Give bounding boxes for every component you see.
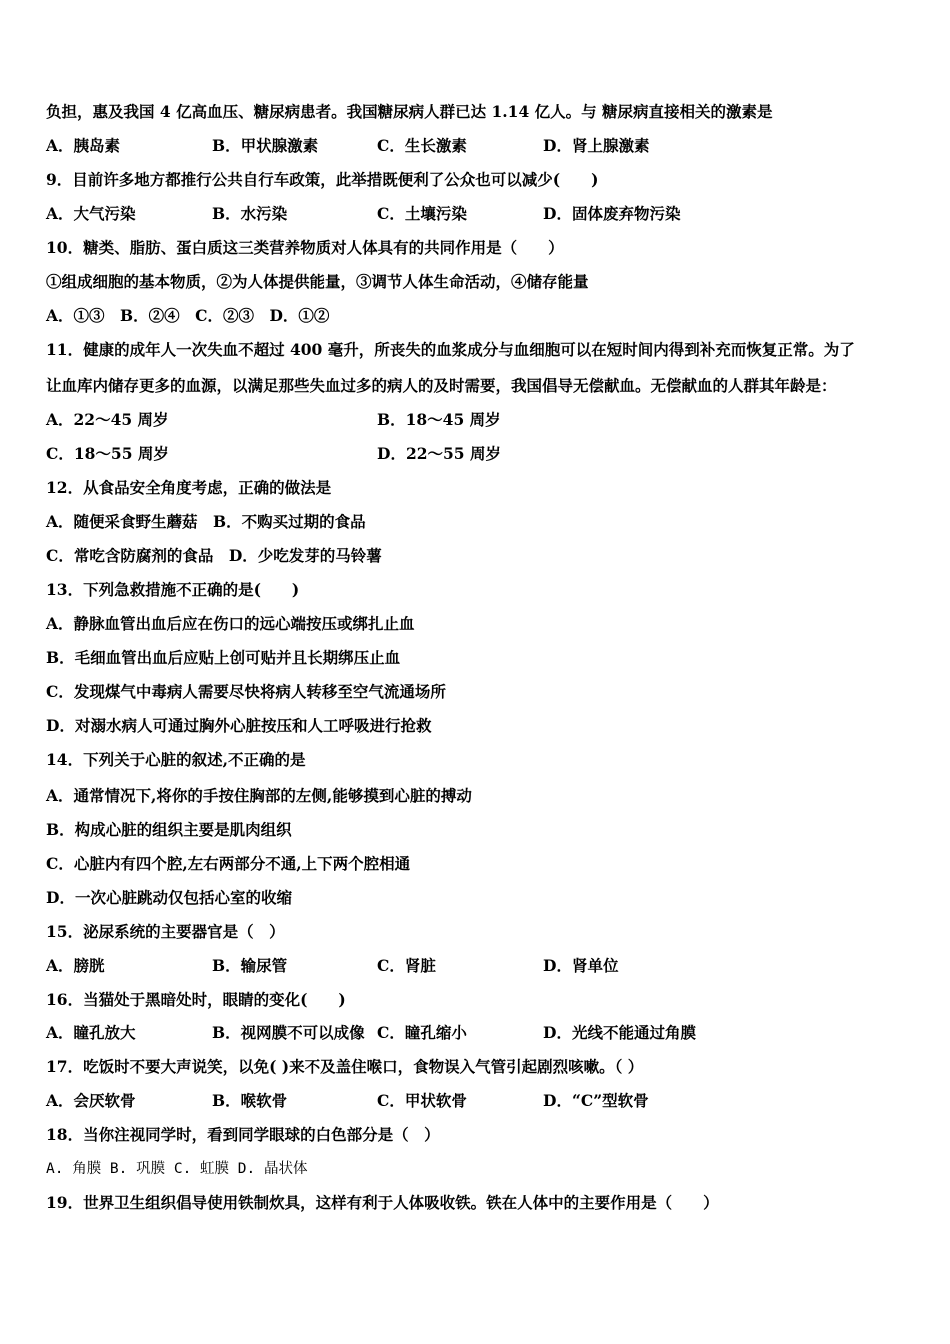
- q8-option-d: D．肾上腺激素: [543, 136, 650, 155]
- q19-stem: 19．世界卫生组织倡导使用铁制炊具，这样有利于人体吸收铁。铁在人体中的主要作用是（ ）: [46, 1193, 719, 1212]
- q9-option-a: A．大气污染: [46, 204, 136, 223]
- q8-option-a: A．胰岛素: [46, 136, 121, 155]
- q11-stem-line-1: 11．健康的成年人一次失血不超过 400 毫升，所丧失的血浆成分与血细胞可以在短时间内得到补充而恢复正常。为了: [46, 340, 855, 359]
- q11-option-d: D．22～55 周岁: [377, 444, 501, 463]
- q15-option-c: C．肾脏: [377, 956, 436, 975]
- q12-stem: 12．从食品安全角度考虑，正确的做法是: [46, 478, 332, 497]
- q17-option-a: A．会厌软骨: [46, 1091, 136, 1110]
- q10-options: A．①③ B．②④ C．②③ D．①②: [46, 306, 330, 325]
- q9-option-b: B．水污染: [212, 204, 288, 223]
- q17-option-c: C．甲状软骨: [377, 1091, 467, 1110]
- q17-option-d: D．“C”型软骨: [543, 1091, 649, 1110]
- q13-option-a: A．静脉血管出血后应在伤口的远心端按压或绑扎止血: [46, 614, 415, 633]
- q18-stem: 18．当你注视同学时，看到同学眼球的白色部分是（ ）: [46, 1125, 440, 1144]
- q9-stem: 9．目前许多地方都推行公共自行车政策，此举措既便利了公众也可以减少( ): [46, 170, 599, 189]
- q13-stem: 13．下列急救措施不正确的是( ): [46, 580, 300, 599]
- q16-option-b: B．视网膜不可以成像: [212, 1023, 365, 1042]
- q14-stem: 14．下列关于心脏的叙述,不正确的是: [46, 750, 306, 769]
- q15-stem: 15．泌尿系统的主要器官是（ ）: [46, 922, 285, 941]
- q11-option-b: B．18～45 周岁: [377, 410, 501, 429]
- q13-option-d: D．对溺水病人可通过胸外心脏按压和人工呼吸进行抢救: [46, 716, 432, 735]
- q16-option-d: D．光线不能通过角膜: [543, 1023, 696, 1042]
- q13-option-c: C．发现煤气中毒病人需要尽快将病人转移至空气流通场所: [46, 682, 446, 701]
- q18-options: A. 角膜 B. 巩膜 C. 虹膜 D. 晶状体: [46, 1161, 308, 1177]
- q16-stem: 16．当猫处于黑暗处时，眼睛的变化( ): [46, 990, 346, 1009]
- q11-option-a: A．22～45 周岁: [46, 410, 169, 429]
- q10-stem: 10．糖类、脂肪、蛋白质这三类营养物质对人体具有的共同作用是（ ）: [46, 238, 564, 257]
- q9-option-d: D．固体废弃物污染: [543, 204, 681, 223]
- q16-option-c: C．瞳孔缩小: [377, 1023, 467, 1042]
- q15-option-d: D．肾单位: [543, 956, 619, 975]
- q11-stem-line-2: 让血库内储存更多的血源，以满足那些失血过多的病人的及时需要，我国倡导无偿献血。无偿献血的人群其年龄是：: [46, 376, 837, 395]
- q14-option-a: A．通常情况下,将你的手按住胸部的左侧,能够摸到心脏的搏动: [46, 786, 472, 805]
- q15-option-a: A．膀胱: [46, 956, 105, 975]
- q12-options-line-2: C．常吃含防腐剂的食品 D．少吃发芽的马铃薯: [46, 546, 382, 565]
- q10-sub-statements: ①组成细胞的基本物质，②为人体提供能量，③调节人体生命活动，④储存能量: [46, 272, 589, 291]
- q11-option-c: C．18～55 周岁: [46, 444, 169, 463]
- q17-stem: 17．吃饭时不要大声说笑，以免( )来不及盖住喉口，食物误入气管引起剧烈咳嗽。（ ）: [46, 1057, 644, 1076]
- q12-options-line-1: A．随便采食野生蘑菇 B．不购买过期的食品: [46, 512, 366, 531]
- q14-option-c: C．心脏内有四个腔,左右两部分不通,上下两个腔相通: [46, 854, 411, 873]
- q16-option-a: A．瞳孔放大: [46, 1023, 136, 1042]
- q17-option-b: B．喉软骨: [212, 1091, 288, 1110]
- q14-option-d: D．一次心脏跳动仅包括心室的收缩: [46, 888, 292, 907]
- q8-option-b: B．甲状腺激素: [212, 136, 319, 155]
- q15-option-b: B．输尿管: [212, 956, 288, 975]
- q8-option-c: C．生长激素: [377, 136, 467, 155]
- q9-option-c: C．土壤污染: [377, 204, 467, 223]
- q8-stem-tail: 负担，惠及我国 4 亿高血压、糖尿病患者。我国糖尿病人群已达 1.14 亿人。与 糖尿病直接相关的激素是: [46, 102, 773, 121]
- q13-option-b: B．毛细血管出血后应贴上创可贴并且长期绑压止血: [46, 648, 401, 667]
- q14-option-b: B．构成心脏的组织主要是肌肉组织: [46, 820, 292, 839]
